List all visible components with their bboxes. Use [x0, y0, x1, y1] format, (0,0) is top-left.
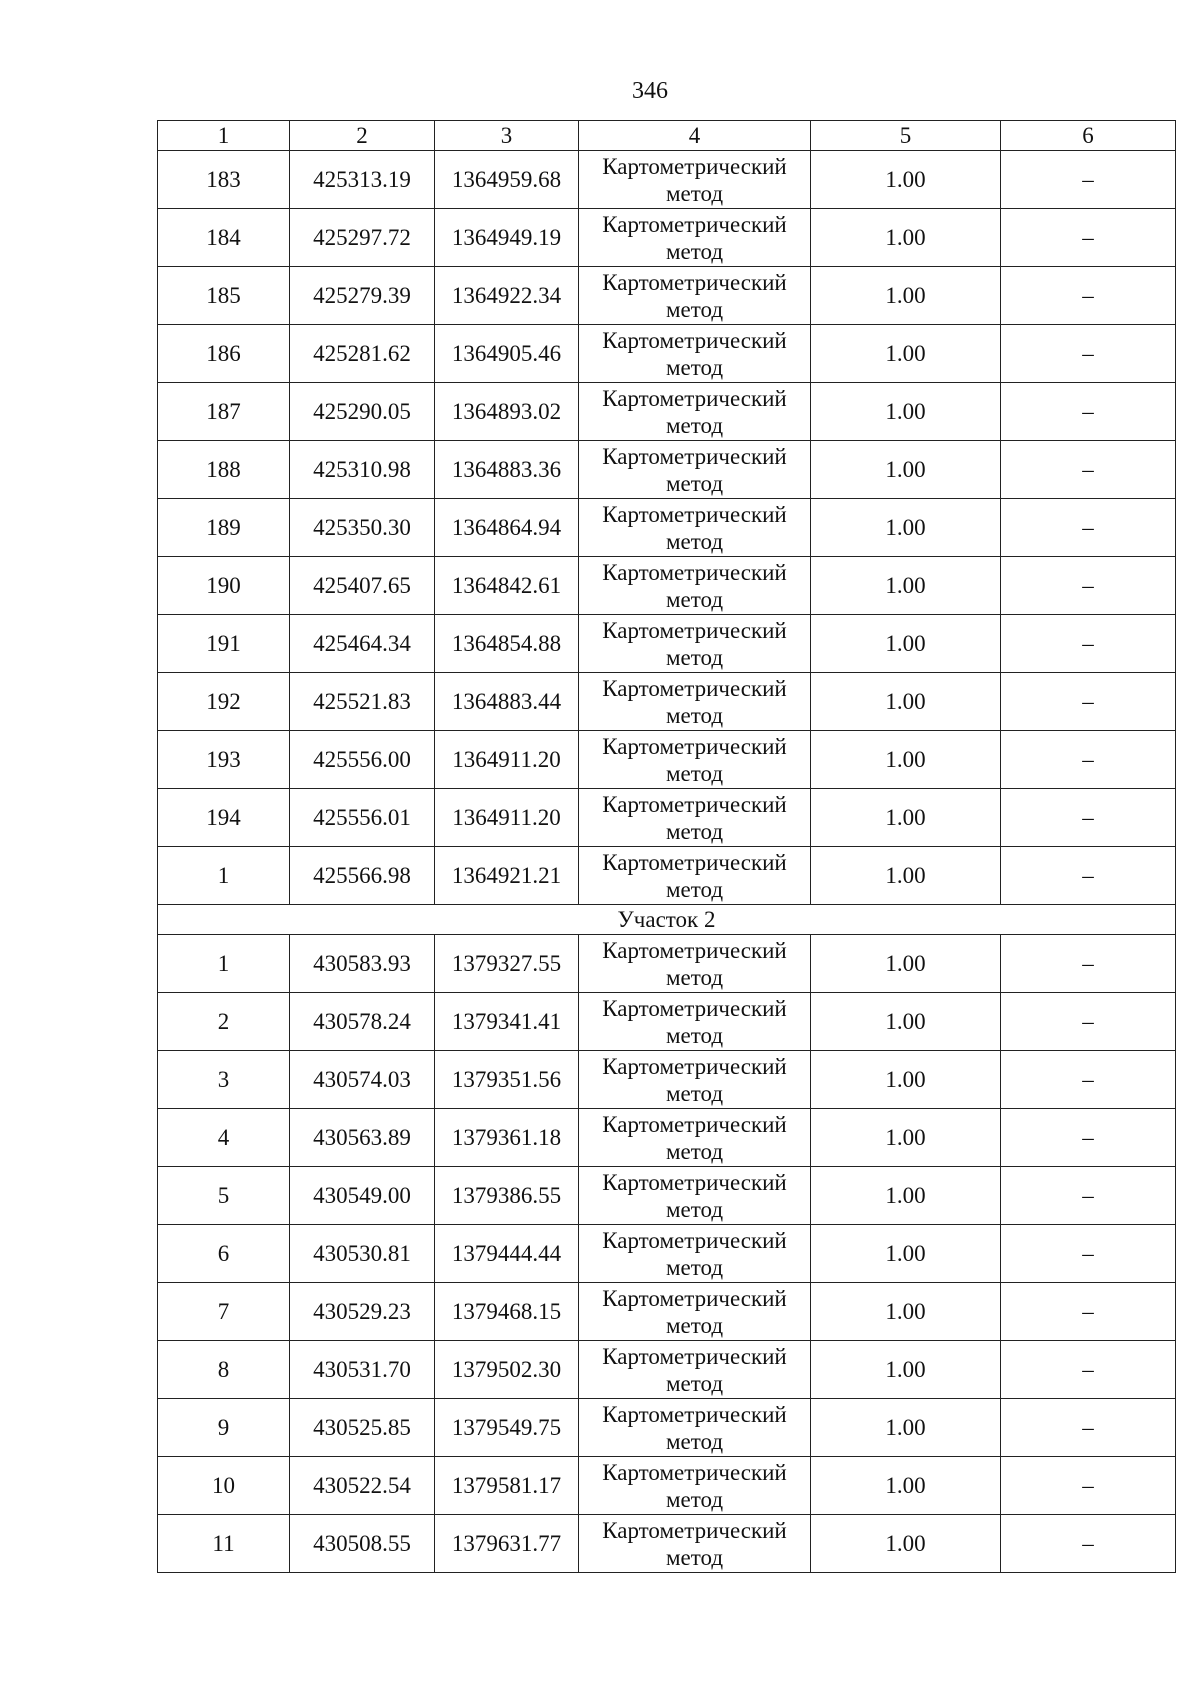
- y-coordinate-cell: 1364883.44: [435, 673, 579, 731]
- method-cell: [579, 1225, 811, 1283]
- point-number-cell: 1: [158, 935, 290, 993]
- accuracy-cell: 1.00: [811, 1283, 1001, 1341]
- point-number-cell: 194: [158, 789, 290, 847]
- point-number-cell: 188: [158, 441, 290, 499]
- column-header: 3: [435, 121, 579, 151]
- table-row: [158, 615, 1176, 673]
- note-cell: –: [1001, 789, 1176, 847]
- method-line-1: Картометрический: [602, 385, 787, 411]
- table-row: [158, 151, 1176, 209]
- point-number-cell: 6: [158, 1225, 290, 1283]
- table-row: [158, 325, 1176, 383]
- y-coordinate-cell: 1364883.36: [435, 441, 579, 499]
- method-line-2: метод: [665, 1370, 724, 1396]
- table-row: [158, 1225, 1176, 1283]
- accuracy-cell: 1.00: [811, 1167, 1001, 1225]
- method-cell: [579, 209, 811, 267]
- method-line-1: Картометрический: [602, 995, 787, 1021]
- note-cell: –: [1001, 993, 1176, 1051]
- table-row: [158, 731, 1176, 789]
- note-cell: –: [1001, 1283, 1176, 1341]
- point-number-cell: 185: [158, 267, 290, 325]
- x-coordinate-cell: 430531.70: [290, 1341, 435, 1399]
- y-coordinate-cell: 1379361.18: [435, 1109, 579, 1167]
- method-line-1: Картометрический: [602, 1517, 787, 1543]
- y-coordinate-cell: 1379351.56: [435, 1051, 579, 1109]
- note-cell: –: [1001, 1051, 1176, 1109]
- accuracy-cell: 1.00: [811, 209, 1001, 267]
- y-coordinate-cell: 1379341.41: [435, 993, 579, 1051]
- method-line-1: Картометрический: [602, 559, 787, 585]
- method-line-1: Картометрический: [602, 443, 787, 469]
- method-cell: [579, 1051, 811, 1109]
- method-line-2: метод: [665, 1486, 724, 1512]
- table-row: [158, 935, 1176, 993]
- note-cell: –: [1001, 1109, 1176, 1167]
- x-coordinate-cell: 430574.03: [290, 1051, 435, 1109]
- table-row: [158, 557, 1176, 615]
- column-header: 2: [290, 121, 435, 151]
- method-cell: [579, 935, 811, 993]
- method-cell: [579, 1515, 811, 1573]
- method-line-2: метод: [665, 702, 724, 728]
- point-number-cell: 5: [158, 1167, 290, 1225]
- y-coordinate-cell: 1379581.17: [435, 1457, 579, 1515]
- point-number-cell: 189: [158, 499, 290, 557]
- column-header: 6: [1001, 121, 1176, 151]
- table-body: [158, 121, 1176, 1573]
- note-cell: –: [1001, 267, 1176, 325]
- note-cell: –: [1001, 441, 1176, 499]
- note-cell: –: [1001, 325, 1176, 383]
- accuracy-cell: 1.00: [811, 847, 1001, 905]
- x-coordinate-cell: 430578.24: [290, 993, 435, 1051]
- point-number-cell: 11: [158, 1515, 290, 1573]
- note-cell: –: [1001, 847, 1176, 905]
- accuracy-cell: 1.00: [811, 383, 1001, 441]
- point-number-cell: 8: [158, 1341, 290, 1399]
- method-line-1: Картометрический: [602, 269, 787, 295]
- method-cell: [579, 1341, 811, 1399]
- page-number: 346: [632, 78, 668, 104]
- table-row: [158, 1399, 1176, 1457]
- accuracy-cell: 1.00: [811, 1341, 1001, 1399]
- y-coordinate-cell: 1379549.75: [435, 1399, 579, 1457]
- point-number-cell: 193: [158, 731, 290, 789]
- point-number-cell: 191: [158, 615, 290, 673]
- method-line-1: Картометрический: [602, 1227, 787, 1253]
- y-coordinate-cell: 1364911.20: [435, 731, 579, 789]
- accuracy-cell: 1.00: [811, 673, 1001, 731]
- method-cell: [579, 1167, 811, 1225]
- method-cell: [579, 847, 811, 905]
- table-row: [158, 1457, 1176, 1515]
- x-coordinate-cell: 430522.54: [290, 1457, 435, 1515]
- x-coordinate-cell: 425521.83: [290, 673, 435, 731]
- method-cell: [579, 993, 811, 1051]
- table-row: [158, 1341, 1176, 1399]
- note-cell: –: [1001, 499, 1176, 557]
- point-number-cell: 4: [158, 1109, 290, 1167]
- method-line-1: Картометрический: [602, 1111, 787, 1137]
- method-cell: [579, 441, 811, 499]
- point-number-cell: 9: [158, 1399, 290, 1457]
- note-cell: –: [1001, 1457, 1176, 1515]
- method-cell: [579, 267, 811, 325]
- method-line-2: метод: [665, 1080, 724, 1106]
- table-row: [158, 789, 1176, 847]
- method-cell: [579, 615, 811, 673]
- method-line-2: метод: [665, 760, 724, 786]
- x-coordinate-cell: 425279.39: [290, 267, 435, 325]
- x-coordinate-cell: 425281.62: [290, 325, 435, 383]
- method-line-2: метод: [665, 1312, 724, 1338]
- method-line-2: метод: [665, 1428, 724, 1454]
- method-line-2: метод: [665, 818, 724, 844]
- note-cell: –: [1001, 151, 1176, 209]
- method-line-2: метод: [665, 528, 724, 554]
- point-number-cell: 183: [158, 151, 290, 209]
- method-line-1: Картометрический: [602, 1285, 787, 1311]
- table-row: [158, 993, 1176, 1051]
- point-number-cell: 192: [158, 673, 290, 731]
- x-coordinate-cell: 425566.98: [290, 847, 435, 905]
- x-coordinate-cell: 425290.05: [290, 383, 435, 441]
- method-line-1: Картометрический: [602, 1401, 787, 1427]
- point-number-cell: 186: [158, 325, 290, 383]
- method-line-2: метод: [665, 1544, 724, 1570]
- accuracy-cell: 1.00: [811, 267, 1001, 325]
- method-cell: [579, 789, 811, 847]
- accuracy-cell: 1.00: [811, 441, 1001, 499]
- y-coordinate-cell: 1364922.34: [435, 267, 579, 325]
- method-line-2: метод: [665, 354, 724, 380]
- accuracy-cell: 1.00: [811, 1399, 1001, 1457]
- section-title: Участок 2: [158, 905, 1176, 935]
- method-line-1: Картометрический: [602, 501, 787, 527]
- section-row: [158, 905, 1176, 935]
- coordinates-table: [157, 120, 1176, 1573]
- method-line-2: метод: [665, 876, 724, 902]
- method-cell: [579, 731, 811, 789]
- table-row: [158, 847, 1176, 905]
- x-coordinate-cell: 430508.55: [290, 1515, 435, 1573]
- x-coordinate-cell: 430529.23: [290, 1283, 435, 1341]
- method-line-2: метод: [665, 1254, 724, 1280]
- method-line-2: метод: [665, 238, 724, 264]
- point-number-cell: 7: [158, 1283, 290, 1341]
- accuracy-cell: 1.00: [811, 325, 1001, 383]
- method-line-1: Картометрический: [602, 1343, 787, 1369]
- accuracy-cell: 1.00: [811, 1515, 1001, 1573]
- note-cell: –: [1001, 1341, 1176, 1399]
- method-line-2: метод: [665, 1022, 724, 1048]
- method-line-2: метод: [665, 1138, 724, 1164]
- method-line-2: метод: [665, 586, 724, 612]
- accuracy-cell: 1.00: [811, 615, 1001, 673]
- method-line-1: Картометрический: [602, 1053, 787, 1079]
- x-coordinate-cell: 430530.81: [290, 1225, 435, 1283]
- method-line-2: метод: [665, 1196, 724, 1222]
- x-coordinate-cell: 430525.85: [290, 1399, 435, 1457]
- y-coordinate-cell: 1364911.20: [435, 789, 579, 847]
- x-coordinate-cell: 425350.30: [290, 499, 435, 557]
- accuracy-cell: 1.00: [811, 499, 1001, 557]
- accuracy-cell: 1.00: [811, 935, 1001, 993]
- note-cell: –: [1001, 209, 1176, 267]
- accuracy-cell: 1.00: [811, 993, 1001, 1051]
- method-line-1: Картометрический: [602, 1459, 787, 1485]
- note-cell: –: [1001, 1515, 1176, 1573]
- accuracy-cell: 1.00: [811, 1051, 1001, 1109]
- x-coordinate-cell: 425297.72: [290, 209, 435, 267]
- note-cell: –: [1001, 731, 1176, 789]
- header-row: [158, 121, 1176, 151]
- method-cell: [579, 1399, 811, 1457]
- accuracy-cell: 1.00: [811, 731, 1001, 789]
- y-coordinate-cell: 1364921.21: [435, 847, 579, 905]
- table-row: [158, 1515, 1176, 1573]
- method-line-2: метод: [665, 180, 724, 206]
- y-coordinate-cell: 1379444.44: [435, 1225, 579, 1283]
- y-coordinate-cell: 1364864.94: [435, 499, 579, 557]
- method-line-2: метод: [665, 964, 724, 990]
- note-cell: –: [1001, 673, 1176, 731]
- table-row: [158, 441, 1176, 499]
- method-cell: [579, 1283, 811, 1341]
- method-line-1: Картометрический: [602, 791, 787, 817]
- y-coordinate-cell: 1379327.55: [435, 935, 579, 993]
- x-coordinate-cell: 430563.89: [290, 1109, 435, 1167]
- point-number-cell: 190: [158, 557, 290, 615]
- method-cell: [579, 673, 811, 731]
- method-line-2: метод: [665, 296, 724, 322]
- note-cell: –: [1001, 557, 1176, 615]
- point-number-cell: 184: [158, 209, 290, 267]
- y-coordinate-cell: 1364854.88: [435, 615, 579, 673]
- method-line-1: Картометрический: [602, 937, 787, 963]
- x-coordinate-cell: 425407.65: [290, 557, 435, 615]
- y-coordinate-cell: 1364949.19: [435, 209, 579, 267]
- note-cell: –: [1001, 935, 1176, 993]
- table-row: [158, 499, 1176, 557]
- method-cell: [579, 1457, 811, 1515]
- y-coordinate-cell: 1379386.55: [435, 1167, 579, 1225]
- method-cell: [579, 557, 811, 615]
- method-line-2: метод: [665, 412, 724, 438]
- note-cell: –: [1001, 1225, 1176, 1283]
- method-cell: [579, 325, 811, 383]
- y-coordinate-cell: 1364842.61: [435, 557, 579, 615]
- method-line-1: Картометрический: [602, 327, 787, 353]
- note-cell: –: [1001, 1399, 1176, 1457]
- table-row: [158, 267, 1176, 325]
- point-number-cell: 1: [158, 847, 290, 905]
- x-coordinate-cell: 425313.19: [290, 151, 435, 209]
- x-coordinate-cell: 430583.93: [290, 935, 435, 993]
- method-line-1: Картометрический: [602, 211, 787, 237]
- column-header: 1: [158, 121, 290, 151]
- table-row: [158, 1051, 1176, 1109]
- column-header: 5: [811, 121, 1001, 151]
- point-number-cell: 3: [158, 1051, 290, 1109]
- method-line-1: Картометрический: [602, 849, 787, 875]
- method-cell: [579, 1109, 811, 1167]
- y-coordinate-cell: 1379468.15: [435, 1283, 579, 1341]
- method-cell: [579, 499, 811, 557]
- point-number-cell: 187: [158, 383, 290, 441]
- accuracy-cell: 1.00: [811, 1109, 1001, 1167]
- note-cell: –: [1001, 383, 1176, 441]
- y-coordinate-cell: 1379631.77: [435, 1515, 579, 1573]
- y-coordinate-cell: 1364893.02: [435, 383, 579, 441]
- method-line-1: Картометрический: [602, 733, 787, 759]
- point-number-cell: 2: [158, 993, 290, 1051]
- note-cell: –: [1001, 1167, 1176, 1225]
- column-header: 4: [579, 121, 811, 151]
- x-coordinate-cell: 425310.98: [290, 441, 435, 499]
- method-line-1: Картометрический: [602, 675, 787, 701]
- y-coordinate-cell: 1364905.46: [435, 325, 579, 383]
- y-coordinate-cell: 1379502.30: [435, 1341, 579, 1399]
- method-line-1: Картометрический: [602, 153, 787, 179]
- x-coordinate-cell: 430549.00: [290, 1167, 435, 1225]
- method-cell: [579, 151, 811, 209]
- x-coordinate-cell: 425556.01: [290, 789, 435, 847]
- method-line-2: метод: [665, 470, 724, 496]
- table-row: [158, 383, 1176, 441]
- method-line-1: Картометрический: [602, 617, 787, 643]
- accuracy-cell: 1.00: [811, 1457, 1001, 1515]
- table-row: [158, 209, 1176, 267]
- table-row: [158, 1167, 1176, 1225]
- note-cell: –: [1001, 615, 1176, 673]
- table-row: [158, 1283, 1176, 1341]
- method-line-1: Картометрический: [602, 1169, 787, 1195]
- x-coordinate-cell: 425464.34: [290, 615, 435, 673]
- accuracy-cell: 1.00: [811, 151, 1001, 209]
- method-line-2: метод: [665, 644, 724, 670]
- method-cell: [579, 383, 811, 441]
- y-coordinate-cell: 1364959.68: [435, 151, 579, 209]
- table-row: [158, 673, 1176, 731]
- accuracy-cell: 1.00: [811, 557, 1001, 615]
- x-coordinate-cell: 425556.00: [290, 731, 435, 789]
- accuracy-cell: 1.00: [811, 789, 1001, 847]
- accuracy-cell: 1.00: [811, 1225, 1001, 1283]
- table-row: [158, 1109, 1176, 1167]
- point-number-cell: 10: [158, 1457, 290, 1515]
